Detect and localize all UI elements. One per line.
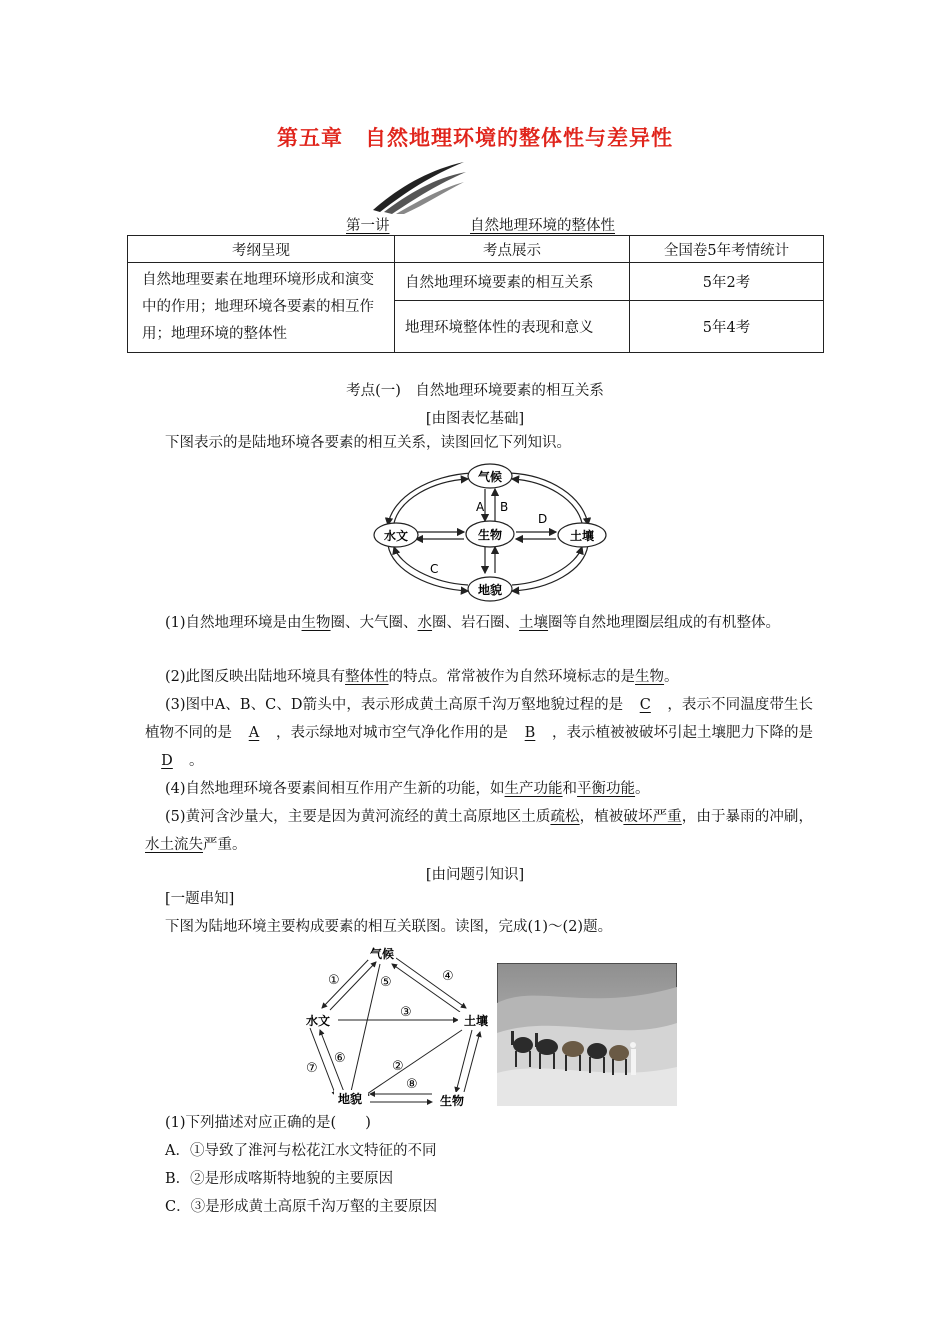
section-title: 考点(一) 自然地理环境要素的相互关系 [346,383,604,399]
exam-outline-table [127,235,824,353]
node-hydrology [374,523,418,547]
section2-intro: 下图为陆地环境主要构成要素的相互关联图。读图，完成(1)～(2)题。 [165,919,613,935]
lecture-title: 自然地理环境的整体性 [470,218,615,234]
answer-biology: 生物 [635,669,665,685]
section-subtitle: [由图表忆基础] [425,411,525,427]
arrow-label-2: ② [392,1059,404,1074]
label-b: B [500,500,509,514]
answer-bio: 生物 [301,615,331,631]
option-b[interactable]: B．②是形成喀斯特地貌的主要原因 [165,1171,394,1187]
svg-text:气候: 气候 [477,470,503,484]
node-soil [558,523,606,547]
option-a[interactable]: A．①导致了淮河与松花江水文特征的不同 [165,1143,437,1159]
question-5: (5)黄河含沙量大，主要是因为黄河流经的黄土高原地区土质疏松，植被破坏严重，由于暴雨的冲刷，水土流失严重。 [145,809,814,853]
chapter-title: 第五章 自然地理环境的整体性与差异性 [277,126,673,150]
answer-erosion: 水土流失 [145,837,203,853]
lecture-number: 第一讲 [346,218,390,234]
answer-production: 生产功能 [504,781,563,797]
node-biology [466,521,514,547]
arrow-label-4: ④ [442,969,454,984]
svg-text:水文: 水文 [383,529,409,543]
blank-b: B [524,725,536,741]
pentagon-relation-diagram [300,944,496,1110]
blank-c: C [639,697,651,713]
question-2: (2)此图反映出陆地环境具有整体性的特点。常常被作为自然环境标志的是生物。 [165,669,679,685]
swoosh-decoration-icon [368,158,468,214]
label-d: D [538,512,548,526]
svg-text:地貌: 地貌 [477,583,503,597]
d2-node-biology: 生物 [439,1094,465,1108]
answer-soil: 土壤 [519,615,549,631]
arrow-label-7: ⑦ [306,1061,318,1076]
table-stat-1: 5年2考 [630,263,824,301]
arrow-label-8: ⑧ [406,1077,418,1092]
intro-text: 下图表示的是陆地环境各要素的相互关系，读图回忆下列知识。 [165,435,571,451]
option-c[interactable]: C．③是形成黄土高原千沟万壑的主要原因 [165,1199,438,1215]
node-landform [468,577,512,601]
choice-question: (1)下列描述对应正确的是( ) [165,1115,371,1131]
arrow-label-6: ⑥ [334,1051,346,1066]
question-3: (3)图中A、B、C、D箭头中，表示形成黄土高原千沟万壑地貌过程的是 C ，表示不同温度带生长植物不同的是 A ，表示绿地对城市空气净化作用的是 B ，表示植被被破坏引起土壤肥力下降的是D 。 [145,691,813,775]
table-outline-cell: 自然地理要素在地理环境形成和演变中的作用；地理环境各要素的相互作用；地理环境的整体性 [128,263,395,353]
section2-subtitle: [由问题引知识] [425,867,525,883]
answer-integrity: 整体性 [345,669,389,685]
svg-text:生物: 生物 [477,528,503,542]
table-header-points: 考点展示 [395,236,630,263]
table-point-1: 自然地理环境要素的相互关系 [395,263,630,301]
table-header-stats: 全国卷5年考情统计 [630,236,824,263]
arrow-label-5: ⑤ [380,975,392,990]
table-header-outline: 考纲呈现 [128,236,395,263]
table-stat-2: 5年4考 [630,301,824,353]
blank-a: A [248,725,260,741]
label-a: A [476,500,485,514]
land-environment-diagram [370,461,610,603]
desert-camel-photo [497,963,677,1106]
arrow-label-1: ① [328,973,340,988]
answer-balance: 平衡功能 [577,781,636,797]
d2-node-soil: 土壤 [463,1014,489,1028]
svg-text:土壤: 土壤 [569,529,595,543]
label-c: C [430,562,439,576]
question-1: (1)自然地理环境是由生物圈、大气圈、水圈、岩石圈、土壤圈等自然地理圈层组成的有机整体。 [165,615,781,631]
section2-tag: [一题串知] [165,891,235,907]
d2-node-hydrology: 水文 [305,1014,331,1028]
question-4: (4)自然地理环境各要素间相互作用产生新的功能，如生产功能和平衡功能。 [165,781,650,797]
answer-loose: 疏松 [550,809,580,825]
d2-node-climate: 气候 [369,947,395,961]
d2-node-landform: 地貌 [337,1092,363,1106]
blank-d: D [161,753,173,769]
answer-destroyed: 破坏严重 [623,809,682,825]
answer-water: 水 [417,615,433,631]
node-climate [468,464,512,488]
arrow-label-3: ③ [400,1005,412,1020]
table-point-2: 地理环境整体性的表现和意义 [395,301,630,353]
